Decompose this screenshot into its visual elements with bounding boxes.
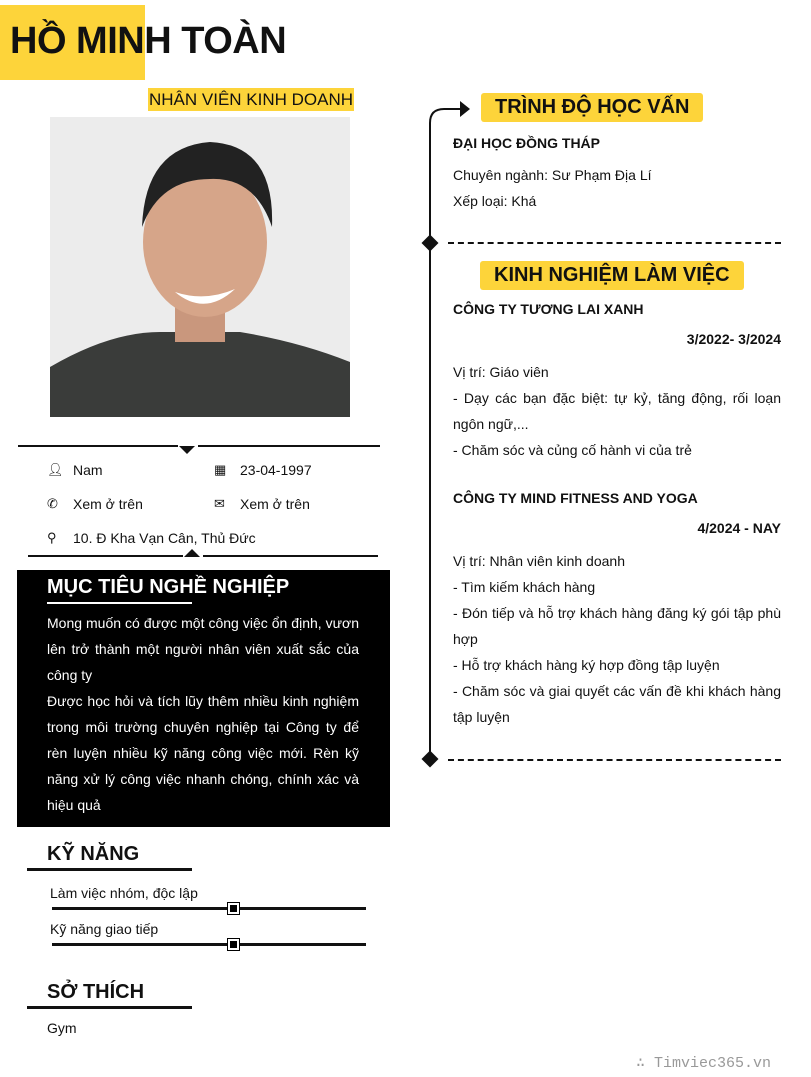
job-line: - Đón tiếp và hỗ trợ khách hàng đăng ký gói tập phù hợp [453, 605, 781, 647]
company-name: CÔNG TY TƯƠNG LAI XANH [453, 301, 644, 317]
info-address [47, 530, 256, 546]
job-details [453, 359, 781, 463]
skill-label: Làm việc nhóm, độc lập [50, 885, 198, 901]
profile-photo [50, 117, 350, 417]
career-objective-section [17, 570, 390, 827]
job-line: - Dạy các bạn đặc biệt: tự kỷ, tăng động, rối loạn ngôn ngữ,... [453, 390, 781, 432]
phone-icon: ✆ [47, 496, 58, 511]
dashed-divider [448, 759, 781, 761]
phone-value: Xem ở trên [73, 496, 143, 512]
skill-slider-knob [228, 939, 239, 950]
grade: Xếp loại: Khá [453, 193, 537, 209]
company-name: CÔNG TY MIND FITNESS AND YOGA [453, 490, 698, 506]
divider [198, 445, 380, 447]
heading-underline [47, 602, 192, 604]
experience-heading: KINH NGHIỆM LÀM VIỆC [480, 261, 744, 290]
arrow-right-icon [460, 101, 470, 117]
triangle-down-icon [179, 446, 195, 454]
hobby-item: Gym [47, 1020, 77, 1036]
major: Chuyên ngành: Sư Phạm Địa Lí [453, 167, 652, 183]
skill-slider-knob [228, 903, 239, 914]
hobbies-heading: SỞ THÍCH [47, 981, 145, 1003]
envelope-icon: ✉ [214, 496, 225, 511]
job-period: 4/2024 - NAY [697, 520, 781, 536]
info-gender [47, 462, 103, 478]
job-period: 3/2022- 3/2024 [686, 331, 781, 347]
skill-label: Kỹ năng giao tiếp [50, 921, 159, 937]
calendar-icon: ▦ [214, 462, 227, 477]
candidate-name: HỒ MINH TOÀN [10, 20, 287, 62]
info-phone [47, 496, 143, 512]
gender-value: Nam [73, 462, 103, 478]
watermark: ∴ Timviec365.vn [635, 1055, 771, 1072]
heading-underline [27, 868, 192, 871]
job-details [453, 548, 781, 730]
job-line: Vị trí: Nhân viên kinh doanh [453, 553, 625, 569]
skill-slider [52, 907, 366, 910]
info-email [214, 496, 310, 512]
job-line: - Tìm kiếm khách hàng [453, 579, 596, 595]
job-line: Vị trí: Giáo viên [453, 364, 549, 380]
divider [18, 445, 178, 447]
user-icon: 👤︎ [47, 462, 64, 477]
skills-heading: KỸ NĂNG [47, 843, 140, 865]
job-title: NHÂN VIÊN KINH DOANH [149, 90, 354, 109]
birthday-value: 23-04-1997 [240, 462, 312, 478]
email-value: Xem ở trên [240, 496, 310, 512]
objective-heading: MỤC TIÊU NGHỀ NGHIỆP [47, 576, 290, 598]
map-marker-icon: ⚲ [47, 530, 57, 545]
skill-slider [52, 943, 366, 946]
divider [28, 555, 183, 557]
divider [203, 555, 378, 557]
info-birthday [214, 462, 312, 478]
heading-underline [27, 1006, 192, 1009]
triangle-up-icon [184, 549, 200, 557]
education-heading: TRÌNH ĐỘ HỌC VẤN [481, 93, 703, 122]
job-line: - Chăm sóc và củng cố hành vi của trẻ [453, 442, 692, 458]
school-name: ĐẠI HỌC ĐỒNG THÁP [453, 135, 600, 151]
address-value: 10. Đ Kha Vạn Cân, Thủ Đức [73, 530, 256, 546]
dashed-divider [448, 242, 781, 244]
objective-text: Mong muốn có được một công việc ổn định, vươn lên trở thành một người nhân viên xuất sắc của công ty Được học hỏi và tích lũy thêm nhiều kinh nghiệm trong môi trường chuyên nghiệp tại Công ty để rèn luyện nhiều kỹ năng công việc mới. Rèn kỹ năng xử lý công việc nhanh chóng, chính xác và hiệu quả [47, 615, 359, 813]
job-line: - Hỗ trợ khách hàng ký hợp đồng tập luyện [453, 657, 720, 673]
job-line: - Chăm sóc và giai quyết các vấn đề khi khách hàng tập luyện [453, 683, 781, 725]
